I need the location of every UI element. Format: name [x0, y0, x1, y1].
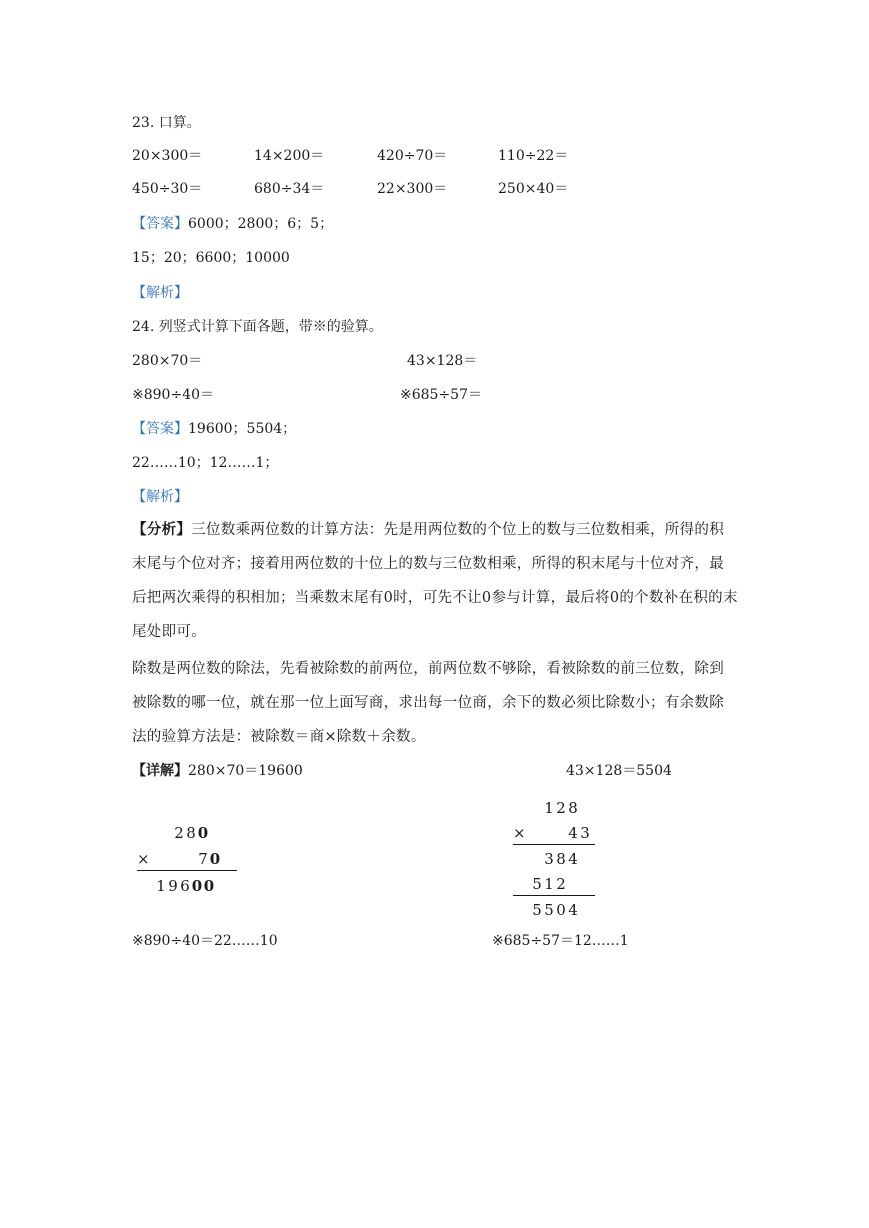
q24-item: 280×70＝ — [132, 353, 203, 369]
digit: 1 — [544, 875, 554, 893]
q24-answer-line2: 22……10；12……1； — [132, 455, 279, 471]
q23-item: 450÷30＝ — [132, 181, 203, 197]
detail-line — [132, 761, 303, 781]
digit: 2 — [556, 875, 566, 893]
digit: 7 — [198, 850, 208, 868]
digit: 4 — [568, 824, 578, 842]
digit: 5 — [532, 875, 542, 893]
digit: 8 — [568, 799, 578, 817]
check-left: ※890÷40＝22……10 — [132, 933, 278, 949]
q23-item: 250×40＝ — [498, 181, 569, 197]
calc-sign: × — [137, 850, 150, 868]
division-text: 除数是两位数的除法，先看被除数的前两位，前两位数不够除，看被除数的前三位数，除到被除数的哪一位，就在那一位上面写商，求出每一位商，余下的数必须比除数小；有余数除法的验算方法是：被除数＝商×除数＋余数。 — [132, 661, 724, 745]
answer-tag: 【答案】 — [132, 421, 188, 437]
q24-analysis-tag: 【解析】 — [132, 489, 188, 505]
calc-line — [513, 844, 595, 845]
digit: 4 — [568, 901, 578, 919]
division-paragraph — [132, 652, 738, 754]
fenxi-tag: 【分析】 — [132, 521, 192, 538]
digit: 0 — [209, 850, 221, 868]
calc-multiplier — [567, 823, 591, 843]
answer-tag: 【答案】 — [132, 216, 188, 232]
digit: 9 — [168, 877, 178, 895]
digit: 8 — [556, 850, 566, 868]
calc-partial-2 — [531, 874, 567, 894]
q24-item: 43×128＝ — [407, 353, 478, 369]
calc-multiplier — [197, 849, 221, 869]
calc-line — [137, 870, 237, 871]
digit: 2 — [174, 824, 184, 842]
calc-result — [531, 900, 579, 920]
q24-item: ※890÷40＝ — [132, 387, 214, 403]
digit: 1 — [156, 877, 166, 895]
digit: 5 — [532, 901, 542, 919]
q23-answer-line2: 15；20；6600；10000 — [132, 250, 290, 266]
digit: 4 — [568, 850, 578, 868]
calc-result — [155, 876, 215, 896]
answer-text: 6000；2800；6；5； — [188, 216, 334, 232]
digit: 0 — [203, 877, 215, 895]
q23-item: 22×300＝ — [377, 181, 448, 197]
q23-answer — [132, 214, 333, 234]
calc-partial-1 — [543, 849, 579, 869]
check-right: ※685÷57＝12……1 — [492, 933, 629, 949]
calc-top-number — [543, 798, 579, 818]
calc-top-number — [173, 823, 209, 843]
digit: 6 — [180, 877, 190, 895]
q23-analysis-tag: 【解析】 — [132, 285, 188, 301]
digit: 2 — [556, 799, 566, 817]
q23-item: 680÷34＝ — [254, 181, 325, 197]
q24-item: ※685÷57＝ — [400, 387, 482, 403]
digit: 0 — [197, 824, 209, 842]
digit: 5 — [544, 901, 554, 919]
calc-line — [513, 895, 595, 896]
q23-item: 420÷70＝ — [377, 148, 448, 164]
detail-left: 280×70＝19600 — [188, 763, 303, 779]
digit: 8 — [186, 824, 196, 842]
digit: 0 — [191, 877, 203, 895]
q23-title: 23. 口算。 — [132, 115, 201, 131]
digit: 0 — [556, 901, 566, 919]
q23-item: 14×200＝ — [254, 148, 325, 164]
detail-tag: 【详解】 — [132, 763, 188, 779]
digit: 1 — [544, 799, 554, 817]
analysis-paragraph — [132, 513, 738, 649]
calc-sign: × — [513, 824, 526, 842]
digit: 3 — [544, 850, 554, 868]
digit: 3 — [580, 824, 590, 842]
fenxi-text: 三位数乘两位数的计算方法：先是用两位数的个位上的数与三位数相乘，所得的积末尾与个位对齐；接着用两位数的十位上的数与三位数相乘，所得的积末尾与十位对齐，最后把两次乘得的积相加；当乘数末尾有0时，可先不让0参与计算，最后将0的个数补在积的末尾处即可。 — [132, 522, 738, 640]
answer-text: 19600；5504； — [188, 421, 297, 437]
q24-answer — [132, 419, 296, 439]
q24-title: 24. 列竖式计算下面各题，带※的验算。 — [132, 319, 383, 335]
detail-right: 43×128＝5504 — [566, 763, 672, 779]
q23-item: 110÷22＝ — [498, 148, 569, 164]
q23-item: 20×300＝ — [132, 148, 203, 164]
